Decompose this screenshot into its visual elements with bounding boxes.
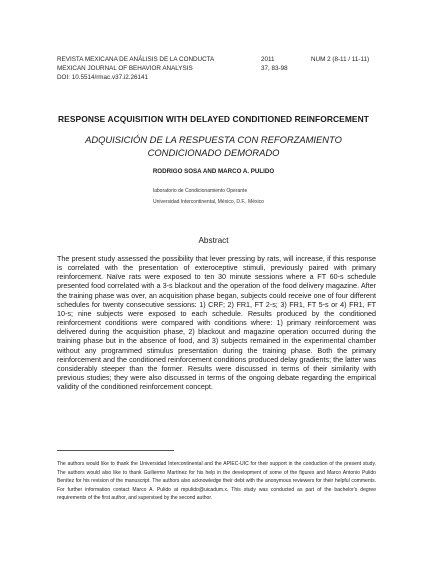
article-title: RESPONSE ACQUISITION WITH DELAYED CONDITIONED REINFORCEMENT: [58, 114, 369, 124]
publication-year: 2011: [261, 56, 275, 63]
doi-link[interactable]: DOI: 10.5514/rmac.v37.i2.26141: [57, 73, 149, 81]
author-affiliation: [153, 186, 264, 208]
issue-number: NUM 2 (8-11 / 11-11): [311, 56, 370, 63]
journal-header: [57, 56, 214, 82]
journal-name-es: REVISTA MEXICANA DE ANÁLISIS DE LA CONDUCTA: [57, 56, 215, 63]
issue-info: [311, 56, 369, 65]
footnote-divider: [57, 450, 174, 451]
article-subtitle-spanish: [40, 134, 387, 159]
author-names: RODRIGO SOSA AND MARCO A. PULIDO: [152, 168, 275, 175]
abstract-heading: Abstract: [198, 236, 229, 245]
journal-name-en: MEXICAN JOURNAL OF BEHAVIOR ANALYSIS: [57, 64, 193, 72]
subtitle-line-1: ADQUISICIÓN DE LA RESPUESTA CON REFORZAMIENTO: [85, 134, 342, 145]
volume-info: [261, 56, 288, 74]
affiliation-university: Universidad Intercontinental, México, D.F., México: [153, 199, 264, 205]
acknowledgement-footnote: The authors would like to thank the Universidad Intercontinental and the APIEC-UIC for their support in the conduction of the present study. The authors would also like to thank Guillermo Martínez for his help in the development of some of the figures and Marco Antonio Pulido Benítez for his revision of the manuscript. The authors also acknowledge their debt with the anonymous reviewers for their helpful comments. For further information contact Marco A. Pulido at mpulido@uicadum.x. This study was conducted as part of the bachelor's degree requirements of the first author, and supervised by the second author.: [57, 461, 376, 502]
subtitle-line-2: CONDICIONADO DEMORADO: [147, 146, 280, 158]
abstract-text: The present study assessed the possibility that lever pressing by rats, will increase, if this response is correlated with the presentation of exteroceptive stimuli, previously paired with primary reinforcement. Naïve rats were exposed to ten 30 minute sessions where a FT 60-s schedule presented food correlated with a 3-s blackout and the operation of the food delivery magazine. After the training phase was over, an acquisition phase began, subjects could receive one of four different schedules for twenty consecutive sessions: 1) CRF; 2) FR1, FT 2-s; 3) FR1, FT 5-s or 4) FR1, FT 10-s; nine subjects were exposed to each schedule. Results produced by the conditioned reinforcement conditions were compared with conditions where: 1) primary reinforcement was delivered during the acquisition phase, 2) blackout and magazine operation occurred during the training phase but in the absence of food, and 3) subjects remained in the experimental chamber without any programmed stimulus presentation during the training phase. Both the primary reinforcement and the conditioned reinforcement conditions produced delay gradients; the latter was considerably steeper than the former. Results were discussed in terms of their similarity with previous studies; they were also discussed in terms of the ongoing debate regarding the empirical validity of the conditioned reinforcement concept.: [57, 254, 376, 392]
volume-pages: 37, 83-98: [261, 64, 288, 72]
affiliation-lab: laboratorio de Condicionamiento Operante: [153, 188, 248, 194]
